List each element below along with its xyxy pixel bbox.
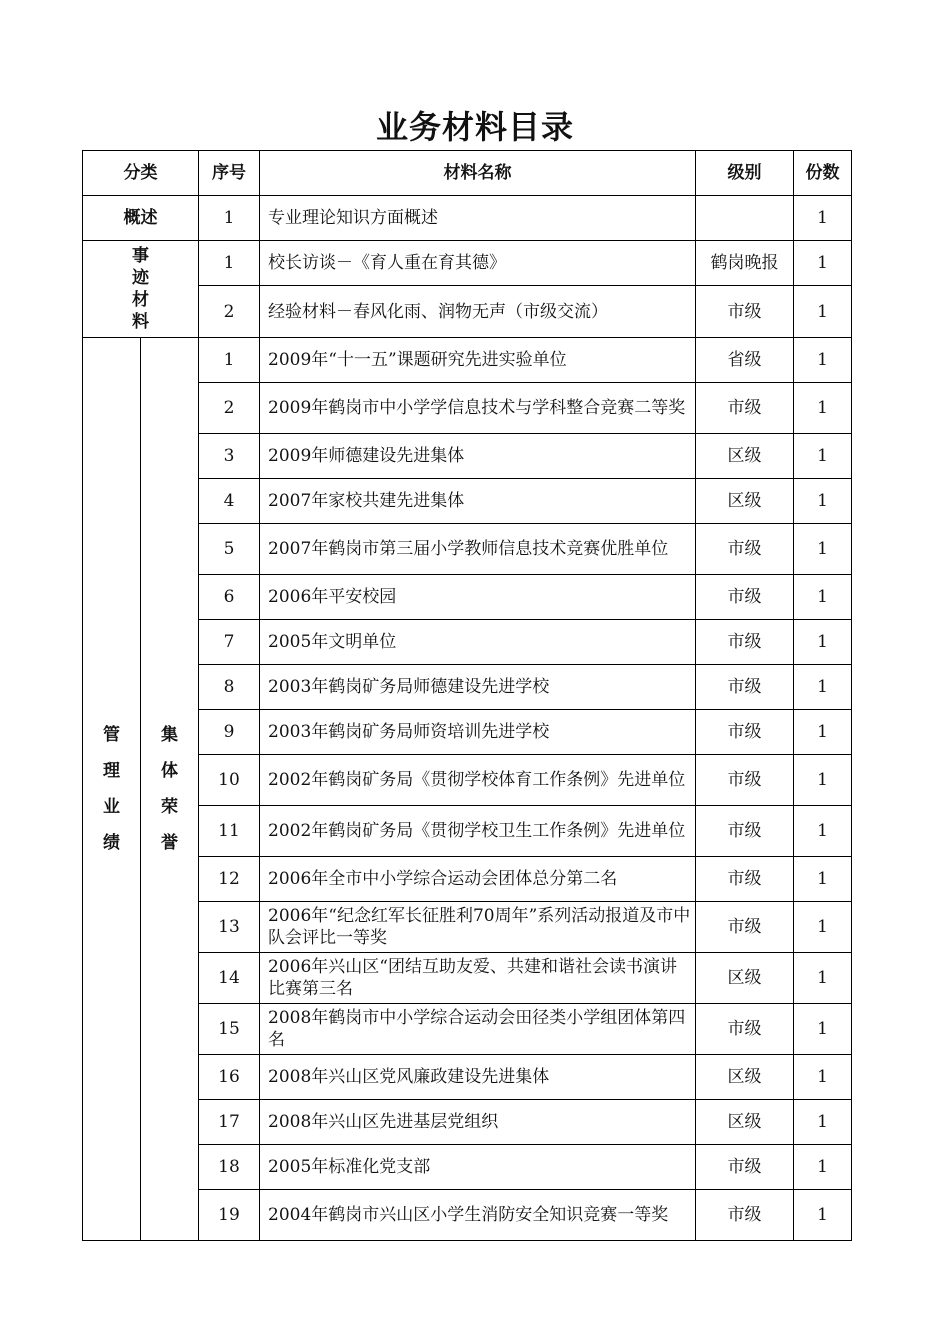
level-cell: 区级 xyxy=(696,1100,794,1145)
subcategory-collective-honors-char: 荣 xyxy=(161,797,178,817)
level-cell: 市级 xyxy=(696,286,794,338)
table-row xyxy=(83,806,852,857)
table-row xyxy=(83,1190,852,1241)
seq-cell: 11 xyxy=(199,806,260,857)
table-row xyxy=(83,338,852,383)
material-name-cell: 专业理论知识方面概述 xyxy=(260,196,696,241)
level-cell: 市级 xyxy=(696,575,794,620)
copies-cell: 1 xyxy=(794,524,852,575)
level-cell: 区级 xyxy=(696,1055,794,1100)
copies-cell: 1 xyxy=(794,620,852,665)
category-deeds xyxy=(83,241,199,338)
table-row xyxy=(83,479,852,524)
copies-cell: 1 xyxy=(794,434,852,479)
level-cell: 区级 xyxy=(696,479,794,524)
seq-cell: 10 xyxy=(199,755,260,806)
copies-cell: 1 xyxy=(794,338,852,383)
material-name-cell: 经验材料－春风化雨、润物无声（市级交流） xyxy=(260,286,696,338)
copies-cell: 1 xyxy=(794,383,852,434)
seq-cell: 1 xyxy=(199,241,260,286)
level-cell: 省级 xyxy=(696,338,794,383)
page-title: 业务材料目录 xyxy=(375,108,574,146)
copies-cell: 1 xyxy=(794,902,852,953)
material-name-cell: 2006年全市中小学综合运动会团体总分第二名 xyxy=(260,857,696,902)
material-name-cell: 2009年鹤岗市中小学学信息技术与学科整合竞赛二等奖 xyxy=(260,383,696,434)
material-name-cell: 校长访谈－《育人重在育其德》 xyxy=(260,241,696,286)
seq-cell: 3 xyxy=(199,434,260,479)
seq-cell: 5 xyxy=(199,524,260,575)
subcategory-collective-honors-char: 体 xyxy=(161,761,178,781)
seq-cell: 19 xyxy=(199,1190,260,1241)
table-row xyxy=(83,241,852,286)
category-overview: 概述 xyxy=(83,196,199,241)
table-row xyxy=(83,1055,852,1100)
seq-cell: 1 xyxy=(199,196,260,241)
copies-cell: 1 xyxy=(794,710,852,755)
copies-cell: 1 xyxy=(794,665,852,710)
copies-cell: 1 xyxy=(794,953,852,1004)
table-row xyxy=(83,1004,852,1055)
copies-cell: 1 xyxy=(794,857,852,902)
seq-cell: 2 xyxy=(199,383,260,434)
category-performance-char: 管 xyxy=(103,725,120,745)
subcategory-collective-honors-char: 集 xyxy=(161,725,178,745)
header-level: 级别 xyxy=(696,151,794,196)
table-row xyxy=(83,1145,852,1190)
material-name-cell: 2005年文明单位 xyxy=(260,620,696,665)
material-name-cell: 2006年平安校园 xyxy=(260,575,696,620)
header-copies: 份数 xyxy=(794,151,852,196)
copies-cell: 1 xyxy=(794,479,852,524)
copies-cell: 1 xyxy=(794,806,852,857)
table-row xyxy=(83,857,852,902)
level-cell: 市级 xyxy=(696,1190,794,1241)
material-name-cell: 2008年鹤岗市中小学综合运动会田径类小学组团体第四名 xyxy=(260,1004,696,1055)
level-cell: 鹤岗晚报 xyxy=(696,241,794,286)
material-name-cell: 2007年鹤岗市第三届小学教师信息技术竞赛优胜单位 xyxy=(260,524,696,575)
seq-cell: 17 xyxy=(199,1100,260,1145)
level-cell xyxy=(696,196,794,241)
subcategory-collective-honors-text xyxy=(141,724,198,854)
copies-cell: 1 xyxy=(794,755,852,806)
level-cell: 市级 xyxy=(696,710,794,755)
seq-cell: 15 xyxy=(199,1004,260,1055)
seq-cell: 9 xyxy=(199,710,260,755)
material-name-cell: 2003年鹤岗矿务局师德建设先进学校 xyxy=(260,665,696,710)
header-row xyxy=(83,151,852,196)
table-row xyxy=(83,575,852,620)
seq-cell: 1 xyxy=(199,338,260,383)
material-name-cell: 2004年鹤岗市兴山区小学生消防安全知识竞赛一等奖 xyxy=(260,1190,696,1241)
level-cell: 区级 xyxy=(696,953,794,1004)
header-name: 材料名称 xyxy=(260,151,696,196)
table-row xyxy=(83,902,852,953)
copies-cell: 1 xyxy=(794,196,852,241)
table-row xyxy=(83,953,852,1004)
table-row xyxy=(83,665,852,710)
material-name-cell: 2002年鹤岗矿务局《贯彻学校体育工作条例》先进单位 xyxy=(260,755,696,806)
copies-cell: 1 xyxy=(794,575,852,620)
header-category: 分类 xyxy=(83,151,199,196)
category-deeds-char: 材 xyxy=(132,290,149,310)
seq-cell: 8 xyxy=(199,665,260,710)
subcategory-collective-honors-char: 誉 xyxy=(161,833,178,853)
material-name-cell: 2009年师德建设先进集体 xyxy=(260,434,696,479)
material-name-cell: 2006年“纪念红军长征胜利70周年”系列活动报道及市中队会评比一等奖 xyxy=(260,902,696,953)
table-row xyxy=(83,434,852,479)
table-row xyxy=(83,710,852,755)
seq-cell: 16 xyxy=(199,1055,260,1100)
level-cell: 区级 xyxy=(696,434,794,479)
material-name-cell: 2003年鹤岗矿务局师资培训先进学校 xyxy=(260,710,696,755)
category-performance-char: 绩 xyxy=(103,833,120,853)
level-cell: 市级 xyxy=(696,665,794,710)
copies-cell: 1 xyxy=(794,1100,852,1145)
category-performance-text xyxy=(83,724,140,854)
table-row xyxy=(83,524,852,575)
material-name-cell: 2002年鹤岗矿务局《贯彻学校卫生工作条例》先进单位 xyxy=(260,806,696,857)
table-row xyxy=(83,620,852,665)
level-cell: 市级 xyxy=(696,524,794,575)
seq-cell: 12 xyxy=(199,857,260,902)
table-row xyxy=(83,755,852,806)
table-row xyxy=(83,286,852,338)
seq-cell: 2 xyxy=(199,286,260,338)
material-name-cell: 2008年兴山区党风廉政建设先进集体 xyxy=(260,1055,696,1100)
level-cell: 市级 xyxy=(696,1004,794,1055)
material-name-cell: 2007年家校共建先进集体 xyxy=(260,479,696,524)
category-performance-char: 业 xyxy=(103,797,120,817)
level-cell: 市级 xyxy=(696,755,794,806)
seq-cell: 18 xyxy=(199,1145,260,1190)
category-deeds-char: 事 xyxy=(132,246,149,266)
material-name-cell: 2006年兴山区“团结互助友爱、共建和谐社会读书演讲比赛第三名 xyxy=(260,953,696,1004)
copies-cell: 1 xyxy=(794,241,852,286)
seq-cell: 14 xyxy=(199,953,260,1004)
seq-cell: 13 xyxy=(199,902,260,953)
table-row xyxy=(83,1100,852,1145)
category-deeds-char: 料 xyxy=(132,312,149,332)
materials-table xyxy=(82,150,852,1241)
level-cell: 市级 xyxy=(696,806,794,857)
level-cell: 市级 xyxy=(696,620,794,665)
header-seq: 序号 xyxy=(199,151,260,196)
material-name-cell: 2009年“十一五”课题研究先进实验单位 xyxy=(260,338,696,383)
seq-cell: 7 xyxy=(199,620,260,665)
copies-cell: 1 xyxy=(794,1055,852,1100)
category-performance-char: 理 xyxy=(103,761,120,781)
copies-cell: 1 xyxy=(794,1190,852,1241)
seq-cell: 4 xyxy=(199,479,260,524)
material-name-cell: 2008年兴山区先进基层党组织 xyxy=(260,1100,696,1145)
copies-cell: 1 xyxy=(794,286,852,338)
category-performance xyxy=(83,338,141,1241)
copies-cell: 1 xyxy=(794,1004,852,1055)
table-row xyxy=(83,383,852,434)
table-row-overview xyxy=(83,196,852,241)
category-deeds-text xyxy=(83,245,198,333)
category-deeds-char: 迹 xyxy=(132,268,149,288)
subcategory-collective-honors xyxy=(141,338,199,1241)
level-cell: 市级 xyxy=(696,857,794,902)
level-cell: 市级 xyxy=(696,902,794,953)
level-cell: 市级 xyxy=(696,383,794,434)
seq-cell: 6 xyxy=(199,575,260,620)
copies-cell: 1 xyxy=(794,1145,852,1190)
material-name-cell: 2005年标准化党支部 xyxy=(260,1145,696,1190)
level-cell: 市级 xyxy=(696,1145,794,1190)
